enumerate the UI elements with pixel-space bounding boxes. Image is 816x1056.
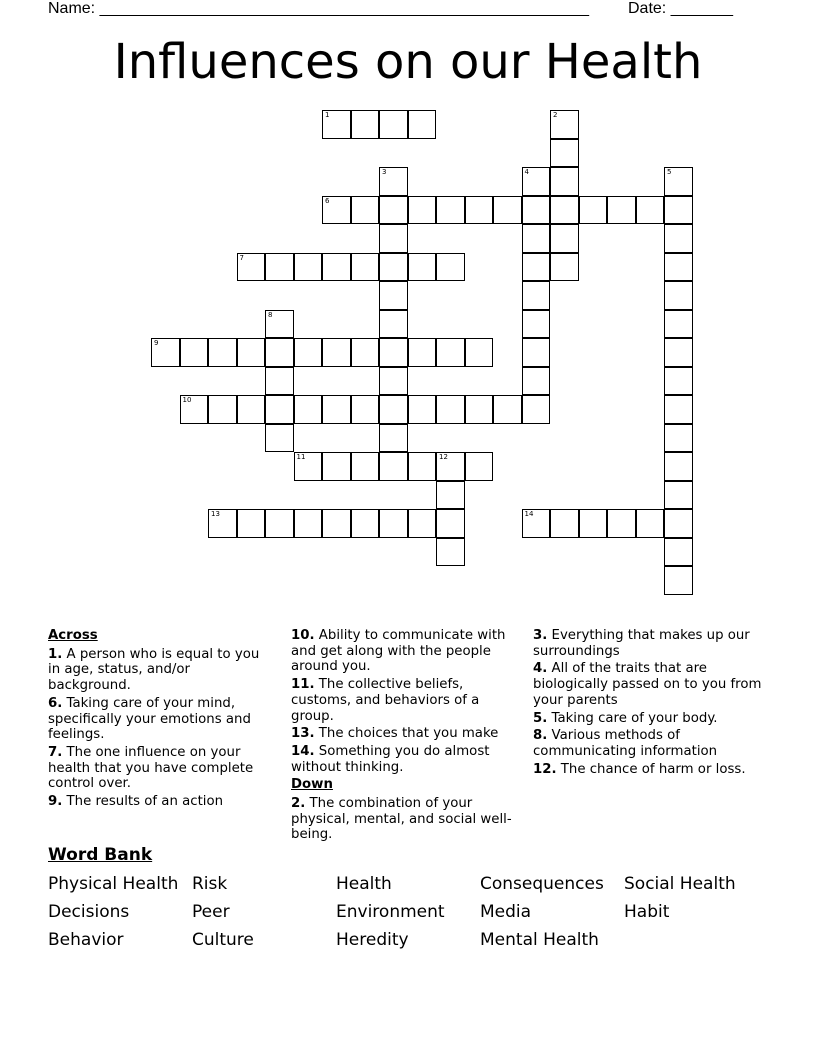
crossword-cell[interactable]	[151, 338, 180, 367]
crossword-cell[interactable]	[408, 395, 437, 424]
clue-number: 1	[325, 111, 330, 119]
word-bank-item: Physical Health	[48, 874, 179, 894]
clue-text: The collective beliefs, customs, and behaviors of a group.	[291, 677, 480, 724]
clue-item	[291, 677, 516, 724]
clue-text: The combination of your physical, mental, and social well-being.	[291, 796, 512, 843]
crossword-cell[interactable]	[379, 196, 408, 225]
crossword-cell[interactable]	[379, 424, 408, 453]
crossword-cell[interactable]	[379, 110, 408, 139]
crossword-cell[interactable]	[351, 452, 380, 481]
crossword-cell[interactable]	[379, 224, 408, 253]
crossword-cell[interactable]	[379, 167, 408, 196]
crossword-cell[interactable]	[522, 338, 551, 367]
crossword-cell[interactable]	[664, 538, 693, 567]
clue-num: 6.	[48, 695, 63, 711]
crossword-cell[interactable]	[436, 196, 465, 225]
word-bank-item: Culture	[192, 930, 254, 950]
crossword-cell[interactable]	[465, 196, 494, 225]
crossword-cell[interactable]	[550, 110, 579, 139]
clue-num: 10.	[291, 628, 315, 643]
word-bank-item: Peer	[192, 902, 230, 922]
clue-text: Taking care of your body.	[547, 710, 718, 726]
clue-num: 1.	[48, 646, 63, 662]
crossword-cell[interactable]	[294, 338, 323, 367]
clue-number: 6	[325, 196, 330, 205]
crossword-cell[interactable]	[436, 253, 465, 282]
crossword-cell[interactable]	[351, 196, 380, 225]
crossword-cell[interactable]	[664, 566, 693, 595]
clues-column-2	[291, 628, 516, 845]
clue-item	[48, 696, 270, 743]
clue-number: 14	[524, 510, 534, 518]
crossword-cell[interactable]	[180, 395, 209, 424]
crossword-cell[interactable]	[237, 253, 266, 282]
clues-column-1	[48, 628, 270, 812]
crossword-cell[interactable]	[522, 395, 551, 424]
crossword-cell[interactable]	[664, 509, 693, 538]
crossword-cell[interactable]	[664, 224, 693, 253]
clue-number: 10	[182, 396, 192, 404]
clue-item	[48, 794, 270, 810]
word-bank-item: Risk	[192, 874, 228, 894]
clue-number: 2	[553, 111, 558, 119]
clue-text: Various methods of communicating information	[533, 728, 718, 759]
crossword-cell[interactable]	[208, 338, 237, 367]
clue-item	[533, 762, 771, 778]
crossword-cell[interactable]	[379, 395, 408, 424]
crossword-cell[interactable]	[265, 367, 294, 396]
crossword-cell[interactable]	[351, 253, 380, 282]
crossword-cell[interactable]	[237, 509, 266, 538]
clue-item	[291, 796, 516, 843]
clue-text: The one influence on your health that you have complete control over.	[48, 744, 254, 792]
clue-number: 8	[268, 310, 273, 319]
crossword-cell[interactable]	[379, 253, 408, 282]
crossword-cell[interactable]	[237, 395, 266, 424]
clue-num: 9.	[48, 794, 63, 810]
crossword-cell[interactable]	[379, 281, 408, 310]
crossword-cell[interactable]	[322, 452, 351, 481]
word-bank-title: Word Bank	[48, 845, 153, 865]
crossword-cell[interactable]	[522, 167, 551, 196]
clue-num: 4.	[533, 661, 548, 677]
crossword-cell[interactable]	[493, 395, 522, 424]
word-bank-item: Habit	[624, 902, 670, 922]
crossword-cell[interactable]	[522, 509, 551, 538]
crossword-cell[interactable]	[550, 509, 579, 538]
crossword-cell[interactable]	[607, 509, 636, 538]
crossword-cell[interactable]	[664, 281, 693, 310]
crossword-cell[interactable]	[436, 452, 465, 481]
crossword-cell[interactable]	[408, 509, 437, 538]
crossword-cell[interactable]	[436, 481, 465, 510]
crossword-cell[interactable]	[636, 509, 665, 538]
crossword-cell[interactable]	[379, 452, 408, 481]
crossword-cell[interactable]	[664, 310, 693, 339]
clue-num: 5.	[533, 710, 548, 726]
clue-number: 12	[439, 453, 448, 461]
clue-text: The chance of harm or loss.	[556, 761, 746, 777]
clue-text: All of the traits that are biologically passed on to you from your parents	[533, 661, 762, 708]
crossword-cell[interactable]	[408, 110, 437, 139]
crossword-cell[interactable]	[579, 196, 608, 225]
clue-num: 3.	[533, 628, 548, 643]
word-bank-item: Social Health	[624, 874, 736, 894]
crossword-cell[interactable]	[550, 167, 579, 196]
clue-num: 13.	[291, 726, 315, 742]
crossword-cell[interactable]	[322, 395, 351, 424]
word-bank-item: Consequences	[480, 874, 604, 894]
crossword-cell[interactable]	[522, 367, 551, 396]
clue-item	[48, 647, 270, 694]
crossword-cell[interactable]	[265, 509, 294, 538]
clue-text: Ability to communicate with and get along with the people around you.	[291, 628, 506, 675]
clue-num: 11.	[291, 677, 315, 693]
crossword-cell[interactable]	[379, 509, 408, 538]
clue-num: 12.	[533, 761, 557, 777]
word-bank-item: Environment	[336, 902, 445, 922]
crossword-cell[interactable]	[465, 338, 494, 367]
clue-number: 13	[211, 510, 220, 518]
word-bank-item: Decisions	[48, 902, 130, 922]
down-heading: Down	[291, 777, 333, 793]
word-bank-item: Behavior	[48, 930, 124, 950]
crossword-cell[interactable]	[664, 395, 693, 424]
clue-text: Everything that makes up our surroundings	[533, 628, 750, 659]
crossword-cell[interactable]	[664, 452, 693, 481]
clue-text: The results of an action	[62, 794, 224, 810]
clue-num: 2.	[291, 796, 306, 812]
crossword-cell[interactable]	[522, 224, 551, 253]
word-bank-item: Mental Health	[480, 930, 599, 950]
crossword-cell[interactable]	[408, 452, 437, 481]
clue-item	[291, 726, 516, 742]
crossword-cell[interactable]	[550, 196, 579, 225]
clue-item	[533, 661, 771, 708]
crossword-cell[interactable]	[522, 196, 551, 225]
page-title: Influences on our Health	[113, 34, 703, 90]
crossword-cell[interactable]	[180, 338, 209, 367]
clue-number: 9	[154, 339, 159, 347]
name-label: Name: _______________________________________________________	[48, 0, 589, 17]
crossword-cell[interactable]	[607, 196, 636, 225]
clue-item	[533, 728, 771, 759]
crossword-cell[interactable]	[322, 253, 351, 282]
crossword-cell[interactable]	[379, 310, 408, 339]
crossword-cell[interactable]	[550, 224, 579, 253]
crossword-cell[interactable]	[408, 338, 437, 367]
crossword-cell[interactable]	[522, 310, 551, 339]
clue-item	[48, 745, 270, 792]
crossword-cell[interactable]	[550, 139, 579, 168]
crossword-cell[interactable]	[265, 338, 294, 367]
crossword-cell[interactable]	[664, 424, 693, 453]
clue-text: Something you do almost without thinking.	[291, 743, 490, 775]
crossword-cell[interactable]	[208, 395, 237, 424]
crossword-cell[interactable]	[294, 509, 323, 538]
crossword-cell[interactable]	[664, 167, 693, 196]
crossword-cell[interactable]	[664, 253, 693, 282]
crossword-cell[interactable]	[208, 509, 237, 538]
crossword-cell[interactable]	[664, 367, 693, 396]
clue-num: 8.	[533, 728, 548, 744]
word-bank-item: Heredity	[336, 930, 409, 950]
crossword-cell[interactable]	[322, 110, 351, 139]
clue-text: Taking care of your mind, specifically your emotions and feelings.	[48, 695, 251, 743]
clue-text: The choices that you make	[314, 726, 499, 742]
crossword-cell[interactable]	[579, 509, 608, 538]
crossword-cell[interactable]	[436, 338, 465, 367]
crossword-cell[interactable]	[379, 367, 408, 396]
crossword-cell[interactable]	[351, 395, 380, 424]
crossword-cell[interactable]	[294, 395, 323, 424]
crossword-cell[interactable]	[436, 395, 465, 424]
crossword-cell[interactable]	[379, 338, 408, 367]
crossword-cell[interactable]	[265, 424, 294, 453]
crossword-cell[interactable]	[636, 196, 665, 225]
crossword-cell[interactable]	[436, 538, 465, 567]
clue-num: 14.	[291, 743, 315, 759]
across-heading: Across	[48, 628, 98, 643]
crossword-cell[interactable]	[436, 509, 465, 538]
clue-number: 7	[239, 253, 244, 262]
date-label: Date: _______	[628, 0, 733, 17]
crossword-cell[interactable]	[522, 253, 551, 282]
clue-number: 4	[524, 168, 529, 176]
crossword-cell[interactable]	[351, 110, 380, 139]
clue-number: 11	[296, 453, 306, 461]
clue-item	[533, 628, 771, 659]
clues-column-3	[533, 628, 771, 779]
crossword-cell[interactable]	[465, 395, 494, 424]
crossword-cell[interactable]	[237, 338, 266, 367]
crossword-cell[interactable]	[265, 310, 294, 339]
crossword-cell[interactable]	[265, 395, 294, 424]
crossword-cell[interactable]	[408, 253, 437, 282]
word-bank-item: Health	[336, 874, 392, 894]
clue-number: 5	[667, 168, 672, 176]
crossword-cell[interactable]	[322, 338, 351, 367]
crossword-cell[interactable]	[322, 196, 351, 225]
crossword-cell[interactable]	[408, 196, 437, 225]
clue-item	[291, 628, 516, 675]
crossword-cell[interactable]	[664, 196, 693, 225]
clue-text: A person who is equal to you in age, status, and/or background.	[48, 646, 260, 694]
crossword-cell[interactable]	[493, 196, 522, 225]
crossword-cell[interactable]	[550, 253, 579, 282]
word-bank-item: Media	[480, 902, 532, 922]
crossword-cell[interactable]	[294, 253, 323, 282]
crossword-cell[interactable]	[351, 509, 380, 538]
crossword-cell[interactable]	[664, 338, 693, 367]
crossword-cell[interactable]	[322, 509, 351, 538]
crossword-cell[interactable]	[465, 452, 494, 481]
crossword-cell[interactable]	[265, 253, 294, 282]
crossword-cell[interactable]	[522, 281, 551, 310]
crossword-cell[interactable]	[351, 338, 380, 367]
clue-num: 7.	[48, 744, 63, 760]
crossword-cell[interactable]	[664, 481, 693, 510]
clue-number: 3	[382, 168, 387, 176]
clue-item	[533, 711, 771, 727]
crossword-cell[interactable]	[294, 452, 323, 481]
clue-item	[291, 744, 516, 775]
